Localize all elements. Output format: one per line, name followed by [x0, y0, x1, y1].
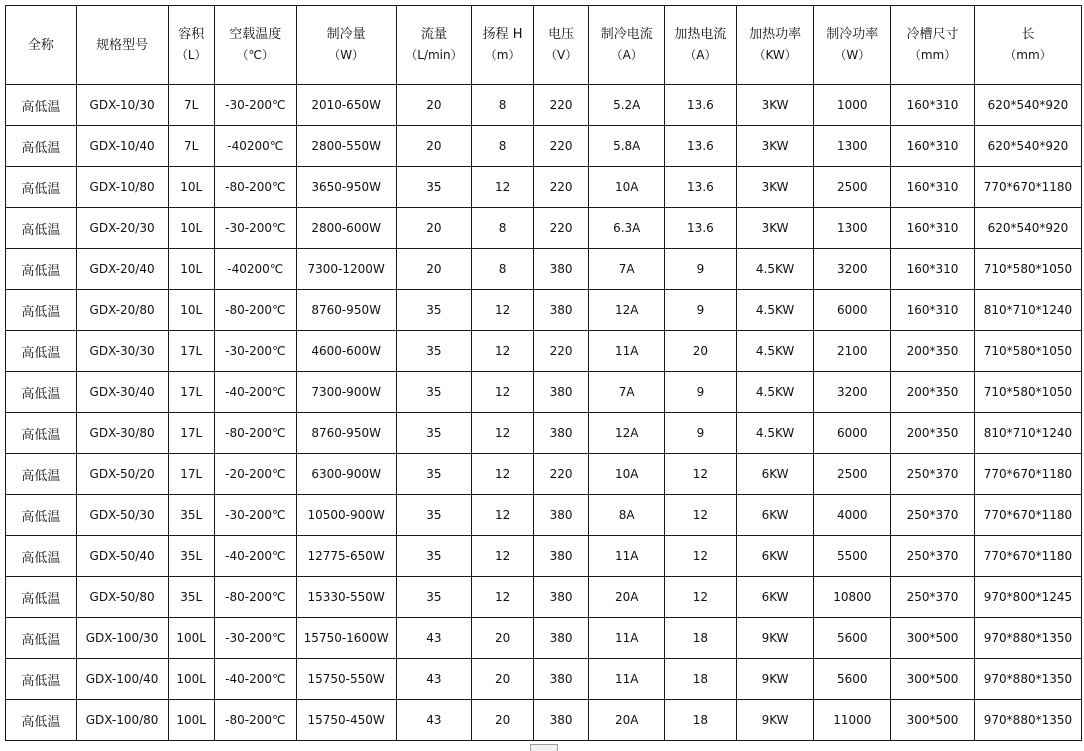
table-cell: -40-200℃ [214, 659, 296, 700]
table-cell: 250*370 [891, 454, 975, 495]
table-cell: 12 [665, 577, 737, 618]
table-cell: 220 [533, 85, 589, 126]
table-row [6, 85, 1082, 126]
table-cell: 970*880*1350 [974, 700, 1081, 741]
table-row [6, 659, 1082, 700]
column-header-unit: （L/min） [405, 48, 463, 62]
table-cell: 5600 [814, 618, 891, 659]
table-cell: 100L [168, 700, 214, 741]
table-cell: 7L [168, 85, 214, 126]
table-cell: 35 [396, 577, 472, 618]
table-cell: 20 [472, 659, 534, 700]
table-cell: 35 [396, 495, 472, 536]
table-row [6, 249, 1082, 290]
table-cell: -80-200℃ [214, 577, 296, 618]
table-cell: 20 [396, 249, 472, 290]
column-header [974, 6, 1081, 85]
table-row [6, 536, 1082, 577]
table-cell: 380 [533, 618, 589, 659]
table-cell: 10L [168, 249, 214, 290]
table-cell: 20 [472, 700, 534, 741]
column-header-label: 容积 [178, 27, 205, 42]
column-header-label: 冷槽尺寸 [906, 27, 959, 42]
table-row [6, 577, 1082, 618]
table-cell: 10A [589, 454, 665, 495]
table-row [6, 454, 1082, 495]
table-cell: GDX-10/30 [76, 85, 168, 126]
table-cell: 20 [396, 126, 472, 167]
table-cell: 6000 [814, 290, 891, 331]
table-cell: 43 [396, 618, 472, 659]
table-cell: 220 [533, 208, 589, 249]
table-cell: 100L [168, 659, 214, 700]
table-cell: 35 [396, 454, 472, 495]
table-cell: -30-200℃ [214, 85, 296, 126]
column-header-unit: （W） [834, 48, 871, 62]
table-cell: 220 [533, 454, 589, 495]
table-cell: 35L [168, 577, 214, 618]
table-cell: 2500 [814, 167, 891, 208]
table-cell: 380 [533, 495, 589, 536]
table-cell: 12 [472, 577, 534, 618]
table-cell: 160*310 [891, 167, 975, 208]
column-header-label: 制冷功率 [826, 27, 879, 42]
table-cell: 35L [168, 495, 214, 536]
table-cell: 2100 [814, 331, 891, 372]
table-cell: 35 [396, 536, 472, 577]
column-header [6, 6, 77, 85]
table-cell: 高低温 [6, 331, 77, 372]
table-row [6, 700, 1082, 741]
table-cell: 4.5KW [736, 290, 814, 331]
table-body [6, 85, 1082, 741]
table-cell: 3KW [736, 208, 814, 249]
table-cell: 35 [396, 413, 472, 454]
column-header-unit: （℃） [236, 48, 275, 62]
table-cell: GDX-50/20 [76, 454, 168, 495]
table-cell: 13.6 [665, 126, 737, 167]
table-cell: 8760-950W [296, 290, 396, 331]
table-cell: 200*350 [891, 331, 975, 372]
table-cell: 300*500 [891, 659, 975, 700]
table-cell: 6000 [814, 413, 891, 454]
header-row [6, 6, 1082, 85]
table-cell: GDX-50/40 [76, 536, 168, 577]
table-cell: GDX-50/30 [76, 495, 168, 536]
table-cell: 35L [168, 536, 214, 577]
table-cell: 380 [533, 372, 589, 413]
table-cell: 5600 [814, 659, 891, 700]
table-cell: 15750-550W [296, 659, 396, 700]
table-cell: -40-200℃ [214, 536, 296, 577]
column-header-label: 制冷电流 [600, 27, 653, 42]
table-cell: 220 [533, 167, 589, 208]
table-header [6, 6, 1082, 85]
column-header [533, 6, 589, 85]
column-header-label: 制冷量 [326, 27, 366, 42]
column-header [589, 6, 665, 85]
table-cell: GDX-100/30 [76, 618, 168, 659]
table-cell: GDX-100/40 [76, 659, 168, 700]
table-cell: 160*310 [891, 208, 975, 249]
table-cell: 1300 [814, 208, 891, 249]
table-cell: 7300-1200W [296, 249, 396, 290]
table-cell: 4000 [814, 495, 891, 536]
table-cell: 250*370 [891, 577, 975, 618]
table-cell: 3200 [814, 249, 891, 290]
table-cell: 5.2A [589, 85, 665, 126]
table-cell: 9 [665, 249, 737, 290]
table-cell: -80-200℃ [214, 700, 296, 741]
column-header-unit: （mm） [1004, 48, 1052, 62]
table-cell: -80-200℃ [214, 413, 296, 454]
table-cell: 9 [665, 413, 737, 454]
table-row [6, 618, 1082, 659]
table-cell: 10500-900W [296, 495, 396, 536]
table-cell: 20A [589, 577, 665, 618]
table-cell: 7A [589, 249, 665, 290]
table-cell: 4600-600W [296, 331, 396, 372]
table-cell: GDX-30/30 [76, 331, 168, 372]
table-cell: -40-200℃ [214, 372, 296, 413]
table-cell: 高低温 [6, 290, 77, 331]
table-cell: GDX-20/40 [76, 249, 168, 290]
table-cell: 380 [533, 659, 589, 700]
table-cell: 4.5KW [736, 372, 814, 413]
column-header-label: 长 [1021, 27, 1035, 42]
table-row [6, 126, 1082, 167]
table-cell: 12 [472, 495, 534, 536]
table-cell: 9KW [736, 659, 814, 700]
table-cell: 250*370 [891, 536, 975, 577]
table-cell: 7L [168, 126, 214, 167]
table-cell: 6KW [736, 536, 814, 577]
table-cell: 200*350 [891, 372, 975, 413]
table-cell: 12 [472, 167, 534, 208]
table-cell: 6300-900W [296, 454, 396, 495]
table-cell: 770*670*1180 [974, 495, 1081, 536]
table-cell: 160*310 [891, 290, 975, 331]
table-cell: 12A [589, 290, 665, 331]
table-cell: 4.5KW [736, 413, 814, 454]
table-cell: 8A [589, 495, 665, 536]
table-cell: 35 [396, 331, 472, 372]
spec-table [5, 5, 1082, 741]
table-cell: -30-200℃ [214, 618, 296, 659]
table-cell: 高低温 [6, 577, 77, 618]
column-header [396, 6, 472, 85]
table-cell: 970*880*1350 [974, 659, 1081, 700]
column-header [214, 6, 296, 85]
table-cell: 710*580*1050 [974, 249, 1081, 290]
table-row [6, 290, 1082, 331]
table-cell: GDX-10/40 [76, 126, 168, 167]
table-cell: 10800 [814, 577, 891, 618]
table-cell: 160*310 [891, 126, 975, 167]
column-header-unit: （mm） [908, 48, 957, 62]
table-cell: -20-200℃ [214, 454, 296, 495]
table-cell: 12 [472, 454, 534, 495]
table-cell: 13.6 [665, 208, 737, 249]
column-header-unit: （A） [610, 48, 643, 62]
table-cell: 11000 [814, 700, 891, 741]
table-cell: 20 [396, 85, 472, 126]
column-header [472, 6, 534, 85]
table-cell: 710*580*1050 [974, 372, 1081, 413]
table-cell: 高低温 [6, 700, 77, 741]
table-cell: 20A [589, 700, 665, 741]
table-row [6, 372, 1082, 413]
table-cell: 10L [168, 208, 214, 249]
table-cell: 17L [168, 331, 214, 372]
table-cell: 17L [168, 372, 214, 413]
table-cell: 970*880*1350 [974, 618, 1081, 659]
table-cell: 12 [665, 536, 737, 577]
table-cell: 35 [396, 290, 472, 331]
table-cell: 17L [168, 454, 214, 495]
table-cell: 220 [533, 331, 589, 372]
column-header-label: 加热电流 [674, 27, 727, 42]
table-cell: GDX-20/80 [76, 290, 168, 331]
table-cell: 11A [589, 618, 665, 659]
table-cell: 380 [533, 290, 589, 331]
table-cell: 9 [665, 290, 737, 331]
table-cell: 2800-550W [296, 126, 396, 167]
table-cell: 3KW [736, 126, 814, 167]
table-cell: 3650-950W [296, 167, 396, 208]
column-header [296, 6, 396, 85]
table-row [6, 208, 1082, 249]
table-cell: GDX-30/40 [76, 372, 168, 413]
column-header [891, 6, 975, 85]
table-cell: 9KW [736, 700, 814, 741]
table-cell: 5500 [814, 536, 891, 577]
table-cell: 810*710*1240 [974, 290, 1081, 331]
table-cell: 高低温 [6, 413, 77, 454]
table-cell: 高低温 [6, 454, 77, 495]
table-cell: GDX-50/80 [76, 577, 168, 618]
table-cell: 12 [665, 495, 737, 536]
table-cell: 12 [665, 454, 737, 495]
table-cell: 8 [472, 126, 534, 167]
table-cell: -40200℃ [214, 249, 296, 290]
column-header-unit: （A） [684, 48, 717, 62]
table-cell: 380 [533, 700, 589, 741]
table-cell: 620*540*920 [974, 126, 1081, 167]
table-cell: 5.8A [589, 126, 665, 167]
table-cell: 1300 [814, 126, 891, 167]
table-cell: 250*370 [891, 495, 975, 536]
column-header-label: 空载温度 [229, 27, 282, 42]
table-cell: 6KW [736, 577, 814, 618]
column-header-label: 全称 [27, 37, 54, 53]
column-header-unit: （m） [484, 48, 521, 62]
table-cell: 15330-550W [296, 577, 396, 618]
table-cell: 高低温 [6, 659, 77, 700]
table-cell: 3200 [814, 372, 891, 413]
table-cell: 高低温 [6, 208, 77, 249]
table-cell: 620*540*920 [974, 85, 1081, 126]
table-cell: 380 [533, 536, 589, 577]
table-cell: 11A [589, 659, 665, 700]
table-cell: 高低温 [6, 536, 77, 577]
table-cell: 高低温 [6, 618, 77, 659]
table-cell: 12775-650W [296, 536, 396, 577]
table-cell: 6KW [736, 495, 814, 536]
table-cell: 10A [589, 167, 665, 208]
table-cell: 12 [472, 536, 534, 577]
column-header-unit: （L） [175, 48, 207, 62]
column-header [665, 6, 737, 85]
column-header-label: 流量 [420, 27, 447, 42]
table-cell: 8 [472, 208, 534, 249]
table-cell: -80-200℃ [214, 290, 296, 331]
column-header-label: 加热功率 [749, 27, 802, 42]
table-cell: 35 [396, 167, 472, 208]
table-cell: 7A [589, 372, 665, 413]
table-row [6, 167, 1082, 208]
table-cell: 11A [589, 331, 665, 372]
table-cell: 620*540*920 [974, 208, 1081, 249]
table-cell: 160*310 [891, 85, 975, 126]
table-cell: 160*310 [891, 249, 975, 290]
column-header [76, 6, 168, 85]
table-cell: 300*500 [891, 700, 975, 741]
table-cell: 710*580*1050 [974, 331, 1081, 372]
table-cell: 770*670*1180 [974, 536, 1081, 577]
table-cell: -30-200℃ [214, 208, 296, 249]
column-header [814, 6, 891, 85]
table-cell: -30-200℃ [214, 331, 296, 372]
table-cell: 35 [396, 372, 472, 413]
table-cell: 100L [168, 618, 214, 659]
table-cell: 7300-900W [296, 372, 396, 413]
table-cell: 12 [472, 290, 534, 331]
table-cell: 12 [472, 372, 534, 413]
table-cell: 高低温 [6, 249, 77, 290]
table-cell: 18 [665, 659, 737, 700]
table-cell: 12A [589, 413, 665, 454]
table-cell: 高低温 [6, 85, 77, 126]
table-cell: 12 [472, 331, 534, 372]
table-cell: 9 [665, 372, 737, 413]
table-cell: 高低温 [6, 372, 77, 413]
table-cell: 高低温 [6, 495, 77, 536]
column-header-label: 规格型号 [96, 37, 149, 53]
table-cell: 2800-600W [296, 208, 396, 249]
table-cell: GDX-100/80 [76, 700, 168, 741]
table-cell: 770*670*1180 [974, 167, 1081, 208]
table-cell: 4.5KW [736, 331, 814, 372]
table-cell: 9KW [736, 618, 814, 659]
table-cell: 13.6 [665, 167, 737, 208]
table-cell: 810*710*1240 [974, 413, 1081, 454]
table-cell: 20 [472, 618, 534, 659]
table-cell: -40200℃ [214, 126, 296, 167]
column-header-unit: （W） [328, 48, 365, 62]
table-cell: -80-200℃ [214, 167, 296, 208]
table-cell: 13.6 [665, 85, 737, 126]
table-cell: 4.5KW [736, 249, 814, 290]
table-cell: 2010-650W [296, 85, 396, 126]
table-cell: 20 [396, 208, 472, 249]
table-cell: 380 [533, 413, 589, 454]
table-cell: 380 [533, 577, 589, 618]
table-cell: 20 [665, 331, 737, 372]
column-header-label: 电压 [548, 27, 575, 42]
table-cell: 43 [396, 700, 472, 741]
table-cell: 43 [396, 659, 472, 700]
table-row [6, 413, 1082, 454]
table-cell: 2500 [814, 454, 891, 495]
table-cell: 3KW [736, 85, 814, 126]
table-cell: 17L [168, 413, 214, 454]
table-cell: 8 [472, 249, 534, 290]
table-cell: 10L [168, 167, 214, 208]
table-cell: 15750-450W [296, 700, 396, 741]
column-header-unit: （V） [545, 48, 578, 62]
table-cell: 11A [589, 536, 665, 577]
table-cell: 15750-1600W [296, 618, 396, 659]
table-cell: 10L [168, 290, 214, 331]
table-cell: 18 [665, 618, 737, 659]
table-cell: 12 [472, 413, 534, 454]
table-cell: 770*670*1180 [974, 454, 1081, 495]
table-row [6, 495, 1082, 536]
column-header-label: 扬程 H [482, 27, 523, 42]
table-cell: GDX-20/30 [76, 208, 168, 249]
table-cell: -30-200℃ [214, 495, 296, 536]
column-header-unit: （KW） [753, 48, 797, 62]
table-cell: GDX-30/80 [76, 413, 168, 454]
table-cell: 6.3A [589, 208, 665, 249]
table-cell: 高低温 [6, 126, 77, 167]
table-cell: 高低温 [6, 167, 77, 208]
table-cell: 8760-950W [296, 413, 396, 454]
table-cell: GDX-10/80 [76, 167, 168, 208]
table-cell: 8 [472, 85, 534, 126]
column-header [168, 6, 214, 85]
table-cell: 200*350 [891, 413, 975, 454]
table-cell: 300*500 [891, 618, 975, 659]
table-cell: 6KW [736, 454, 814, 495]
table-cell: 3KW [736, 167, 814, 208]
table-cell: 380 [533, 249, 589, 290]
table-cell: 970*800*1245 [974, 577, 1081, 618]
table-cell: 1000 [814, 85, 891, 126]
table-row [6, 331, 1082, 372]
table-cell: 18 [665, 700, 737, 741]
column-header [736, 6, 814, 85]
table-cell: 220 [533, 126, 589, 167]
